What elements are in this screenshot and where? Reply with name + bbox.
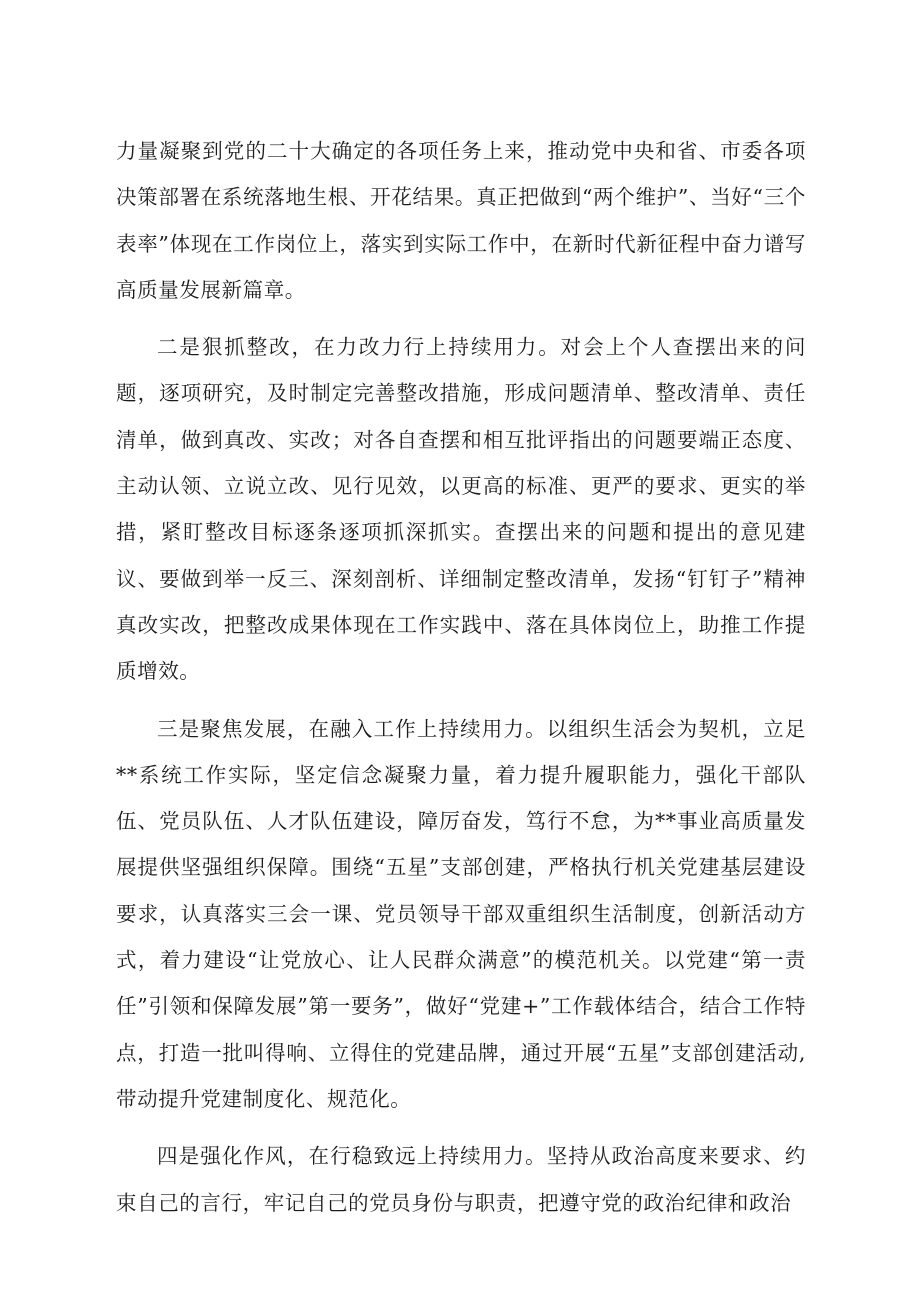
document-body [116, 128, 806, 1237]
paragraph-development: 三是聚焦发展，在融入工作上持续用力。以组织生活会为契机，立足**系统工作实际，坚定信念凝聚力量，着力提升履职能力，强化干部队伍、党员队伍、人才队伍建设，障厉奋发，笃行不怠，为**事业高质量发展提供坚强组织保障。围绕“五星”支部创建，严格执行机关党建基层建设要求，认真落实三会一课、党员领导干部双重组织生活制度，创新活动方式，着力建设“让党放心、让人民群众满意”的模范机关。以党建“第一责任”引领和保障发展”第一要务”，做好“党建+”工作载体结合，结合工作特点，打造一批叫得响、立得住的党建品牌，通过开展“五星”支部创建活动,带动提升党建制度化、规范化。 [116, 716, 806, 1111]
paragraph-continuation: 力量凝聚到党的二十大确定的各项任务上来，推动党中央和省、市委各项决策部署在系统落地生根、开花结果。真正把做到“两个维护”、当好“三个表率”体现在工作岗位上，落实到实际工作中，在新时代新征程中奋力谱写高质量发展新篇章。 [116, 139, 806, 302]
paragraph-work-style: 四是强化作风，在行稳致远上持续用力。坚持从政治高度来要求、约束自己的言行，牢记自己的党员身份与职责，把遵守党的政治纪律和政治 [116, 1144, 806, 1215]
paragraph-rectification: 二是狠抓整改，在力改力行上持续用力。对会上个人查摆出来的问题，逐项研究，及时制定完善整改措施，形成问题清单、整改清单、责任清单，做到真改、实改；对各自查摆和相互批评指出的问题要端正态度、主动认领、立说立改、见行见效，以更高的标准、更严的要求、更实的举措，紧盯整改目标逐条逐项抓深抓实。查摆出来的问题和提出的意见建议、要做到举一反三、深刻剖析、详细制定整改清单，发扬“钉钉子”精神真改实改，把整改成果体现在工作实践中、落在具体岗位上，助推工作提质增效。 [116, 335, 806, 684]
